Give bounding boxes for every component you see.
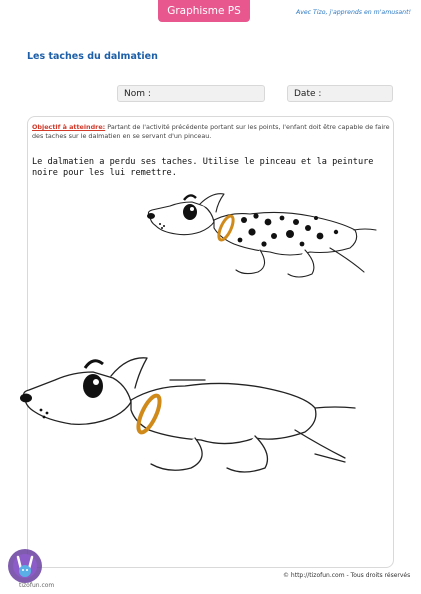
- header-tab-label: Graphisme PS: [167, 5, 241, 17]
- tizo-mascot-logo: [6, 547, 44, 585]
- objective: [32, 123, 390, 142]
- worksheet-title: Les taches du dalmatien: [27, 51, 158, 62]
- tagline: Avec Tizo, j'apprends en m'amusant!: [295, 9, 411, 16]
- name-label: Nom :: [124, 88, 151, 99]
- dalmatian-without-spots-image: [15, 350, 360, 480]
- objective-text: Partant de l'activité précédente portant sur les points, l'enfant doit être capable de faire des taches sur le dalmatien en se servant d'un pinceau.: [32, 123, 390, 141]
- logo-text: tizofun.com: [19, 582, 55, 589]
- instruction: Le dalmatien a perdu ses taches. Utilise le pinceau et la peinture noire pour les lui remettre.: [32, 157, 374, 179]
- header-tab: [158, 0, 250, 22]
- objective-label: Objectif à atteindre:: [32, 123, 106, 131]
- date-field[interactable]: [287, 85, 393, 102]
- date-label: Date :: [294, 88, 322, 99]
- dalmatian-with-spots-image: [140, 188, 380, 283]
- name-field[interactable]: [117, 85, 265, 102]
- activity-card: [27, 116, 394, 568]
- copyright-text: © http://tizofun.com - Tous droits réservés: [283, 572, 411, 579]
